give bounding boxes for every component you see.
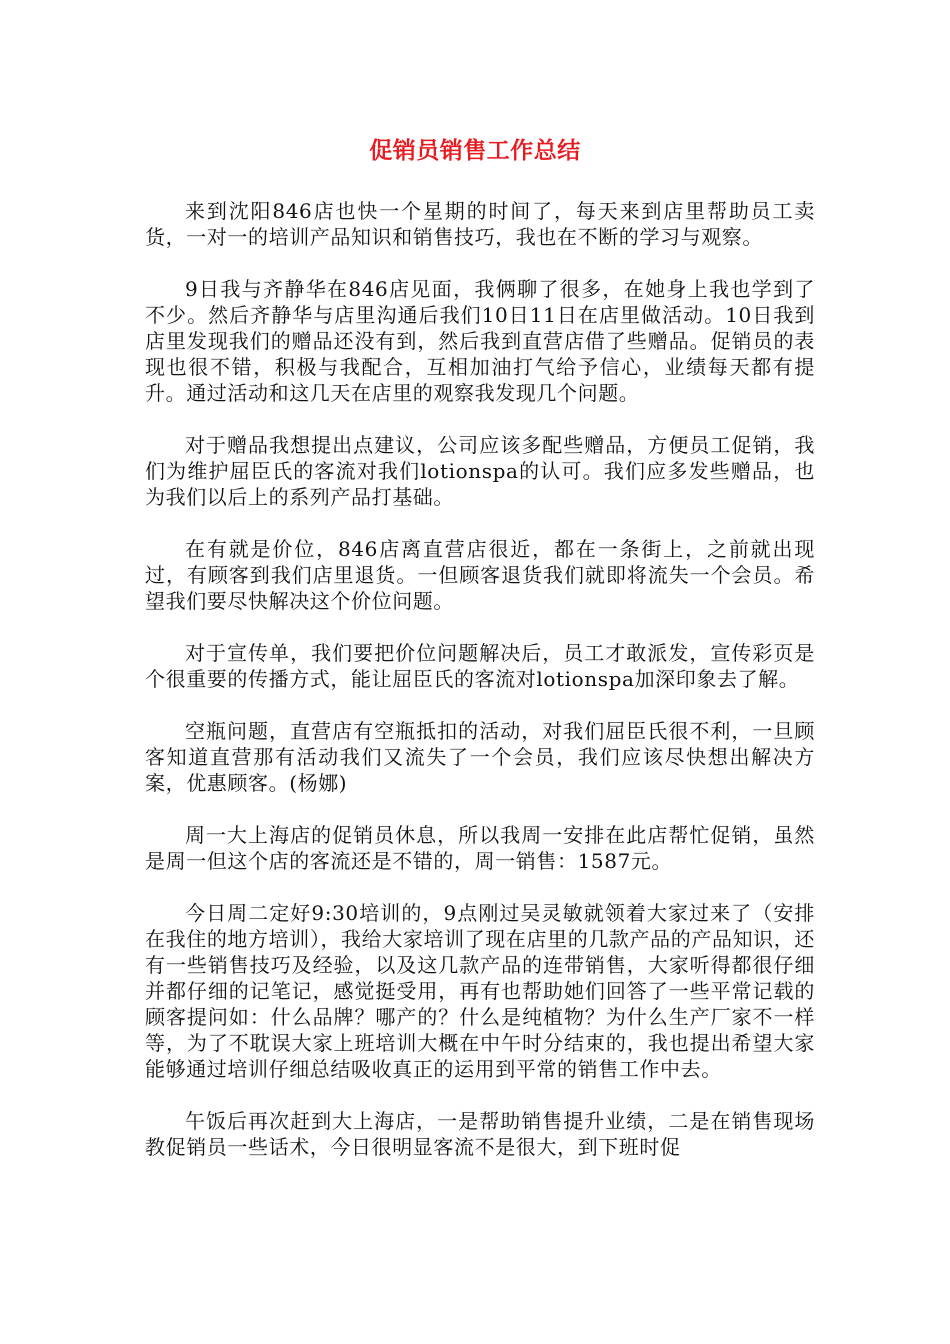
paragraph-8: 今日周二定好9:30培训的，9点刚过吴灵敏就领着大家过来了（安排在我住的地方培训），我给大家培训了现在店里的几款产品的产品知识，还有一些销售技巧及经验，以及这几款产品的连带销售，大家听得都很仔细并都仔细的记笔记，感觉挺受用，再有也帮助她们回答了一些平常记载的顾客提问如：什么品牌？哪产的？什么是纯植物？为什么生产厂家不一样等，为了不耽误大家上班培训大概在中午时分结束的，我也提出希望大家能够通过培训仔细总结吸收真正的运用到平常的销售工作中去。: [145, 901, 815, 1081]
paragraph-2: 9日我与齐静华在846店见面，我俩聊了很多，在她身上我也学到了不少。然后齐静华与店里沟通后我们10日11日在店里做活动。10日我到店里发现我们的赠品还没有到，然后我到直营店借了些赠品。促销员的表现也很不错，积极与我配合，互相加油打气给予信心，业绩每天都有提升。通过活动和这几天在店里的观察我发现几个问题。: [145, 277, 815, 405]
paragraph-1: 来到沈阳846店也快一个星期的时间了，每天来到店里帮助员工卖货，一对一的培训产品知识和销售技巧，我也在不断的学习与观察。: [145, 199, 815, 249]
paragraph-7: 周一大上海店的促销员休息，所以我周一安排在此店帮忙促销，虽然是周一但这个店的客流还是不错的，周一销售：1587元。: [145, 823, 815, 873]
paragraph-3: 对于赠品我想提出点建议，公司应该多配些赠品，方便员工促销，我们为维护屈臣氏的客流对我们lotionspa的认可。我们应多发些赠品，也为我们以后上的系列产品打基础。: [145, 433, 815, 509]
paragraph-6: 空瓶问题，直营店有空瓶抵扣的活动，对我们屈臣氏很不利，一旦顾客知道直营那有活动我们又流失了一个会员，我们应该尽快想出解决方案，优惠顾客。(杨娜): [145, 719, 815, 795]
paragraph-9: 午饭后再次赶到大上海店，一是帮助销售提升业绩，二是在销售现场教促销员一些话术，今日很明显客流不是很大，到下班时促: [145, 1109, 815, 1159]
document-body: [145, 198, 815, 1186]
document-title: 促销员销售工作总结: [369, 138, 581, 164]
paragraph-5: 对于宣传单，我们要把价位问题解决后，员工才敢派发，宣传彩页是个很重要的传播方式，能让屈臣氏的客流对lotionspa加深印象去了解。: [145, 641, 815, 691]
paragraph-4: 在有就是价位，846店离直营店很近，都在一条街上，之前就出现过，有顾客到我们店里退货。一但顾客退货我们就即将流失一个会员。希望我们要尽快解决这个价位问题。: [145, 537, 815, 613]
